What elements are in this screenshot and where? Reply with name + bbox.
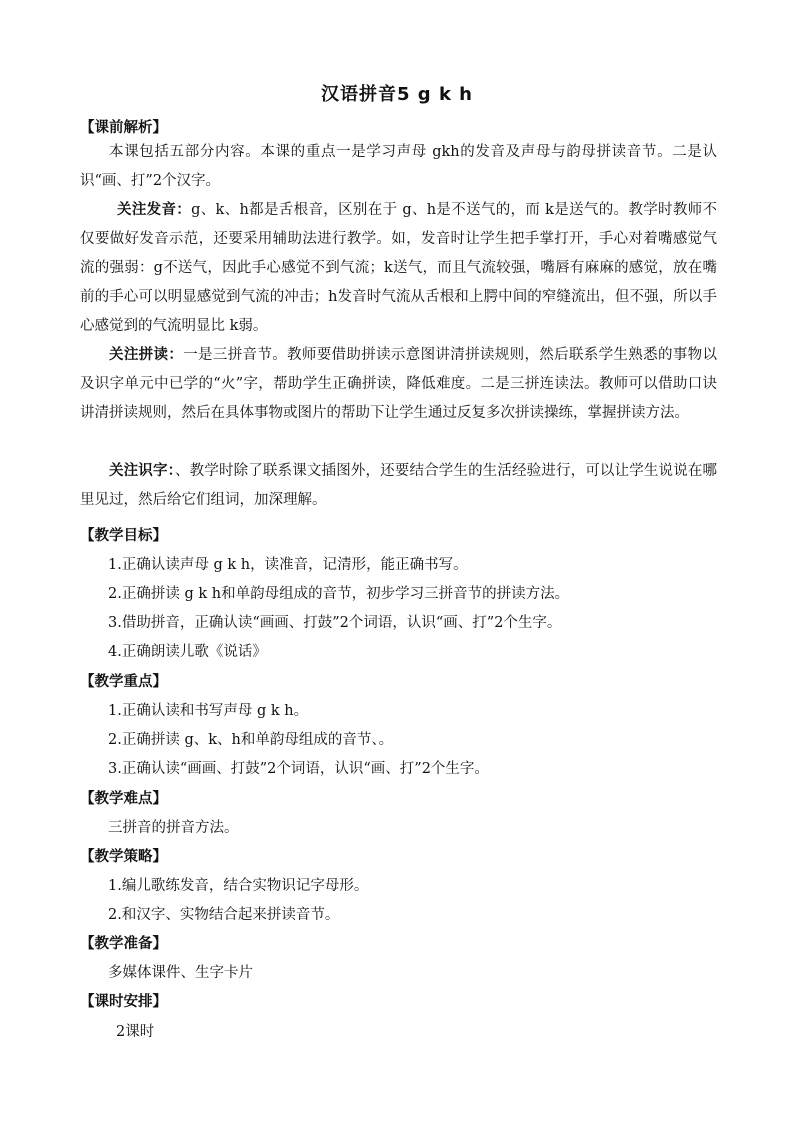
pronunciation-paragraph: [80, 196, 717, 341]
goal-item: 4.正确朗读儿歌《说话》: [108, 644, 267, 660]
goal-item: 1.正确认读声母 g k h，读准音，记清形，能正确书写。: [108, 557, 468, 573]
page-title: 汉语拼音5 g k h: [321, 84, 473, 105]
heading-difficulties: 【教学难点】: [80, 791, 167, 807]
pronunciation-text: g、k、h都是舌根音，区别在于 g、h是不送气的，而 k是送气的。教学时教师不仅要做好发音示范，还要采用辅助法进行教学。如，发音时让学生把手掌打开，手心对着嘴感觉气流的强弱：g不送气，因此手心感觉不到气流；k送气，而且气流较强，嘴唇有麻麻的感觉，放在嘴前的手心可以明显感觉到气流的冲击；h发音时气流从舌根和上腭中间的窄缝流出，但不强，所以手心感觉到的气流明显比 k弱。: [80, 202, 717, 334]
pronunciation-label: 关注发音：: [117, 202, 192, 218]
key-point-item: 3.正确认读“画画、打鼓”2个词语，认识“画、打”2个生字。: [108, 761, 489, 777]
strategy-item: 1.编儿歌练发音，结合实物识记字母形。: [108, 878, 369, 894]
goal-item: 2.正确拼读 g k h和单韵母组成的音节，初步学习三拼音节的拼读方法。: [108, 586, 570, 602]
heading-strategies: 【教学策略】: [80, 849, 167, 865]
heading-key-points: 【教学重点】: [80, 674, 167, 690]
heading-preparation: 【教学准备】: [80, 936, 167, 952]
spelling-label: 关注拼读：: [109, 347, 184, 363]
literacy-text: 、教学时除了联系课文插图外，还要结合学生的生活经验进行，可以让学生说说在哪里见过，然后给它们组词，加深理解。: [80, 463, 718, 508]
strategy-item: 2.和汉字、实物结合起来拼读音节。: [108, 907, 340, 923]
difficulties-text: 三拼音的拼音方法。: [108, 820, 239, 836]
literacy-paragraph: [80, 457, 717, 515]
heading-pre-analysis: 【课前解析】: [80, 120, 167, 136]
preparation-text: 多媒体课件、生字卡片: [108, 965, 253, 981]
schedule-text: 2课时: [116, 1024, 155, 1040]
literacy-label: 关注识字：: [109, 463, 176, 479]
key-point-item: 1.正确认读和书写声母 g k h。: [108, 703, 309, 719]
pre-analysis-paragraph-1: 本课包括五部分内容。本课的重点一是学习声母 gkh的发音及声母与韵母拼读音节。二是认识“画、打”2个汉字。: [80, 144, 717, 189]
spelling-text: 一是三拼音节。教师要借助拼读示意图讲清拼读规则，然后联系学生熟悉的事物以及识字单元中已学的“火”字，帮助学生正确拼读，降低难度。二是三拼连读法。教师可以借助口诀讲清拼读规则，然后在具体事物或图片的帮助下让学生通过反复多次拼读操练，掌握拼读方法。: [80, 347, 717, 421]
key-point-item: 2.正确拼读 g、k、h和单韵母组成的音节、。: [108, 732, 394, 748]
heading-goals: 【教学目标】: [80, 528, 167, 544]
spelling-paragraph: [80, 341, 717, 428]
heading-schedule: 【课时安排】: [80, 994, 167, 1010]
goal-item: 3.借助拼音，正确认读“画画、打鼓”2个词语，认识“画、打”2个生字。: [108, 615, 562, 631]
